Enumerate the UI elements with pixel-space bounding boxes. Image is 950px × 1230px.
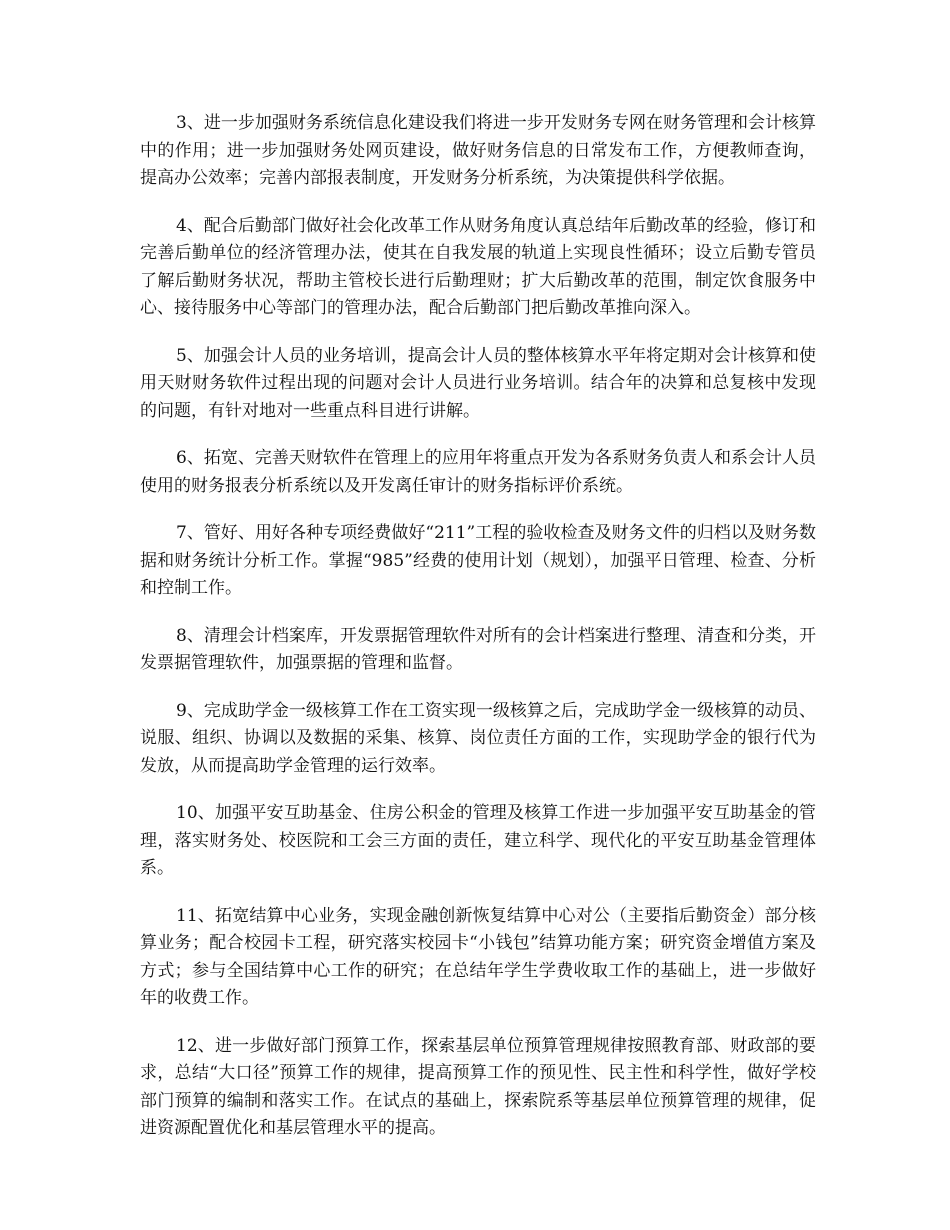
paragraph-item-9: 9、完成助学金一级核算工作在工资实现一级核算之后，完成助学金一级核算的动员、说服、组织、协调以及数据的采集、核算、岗位责任方面的工作，实现助学金的银行代为发放，从而提高助学金管理的运行效率。 xyxy=(140,700,816,776)
paragraph-item-4: 4、配合后勤部门做好社会化改革工作从财务角度认真总结年后勤改革的经验，修订和完善后勤单位的经济管理办法，使其在自我发展的轨道上实现良性循环；设立后勤专管员了解后勤财务状况，帮助主管校长进行后勤理财；扩大后勤改革的范围，制定饮食服务中心、接待服务中心等部门的管理办法，配合后勤部门把后勤改革推向深入。 xyxy=(140,215,816,318)
paragraph-item-6: 6、拓宽、完善天财软件在管理上的应用年将重点开发为各系财务负责人和系会计人员使用的财务报表分析系统以及开发离任审计的财务指标评价系统。 xyxy=(140,448,816,496)
document-body xyxy=(140,110,816,1163)
paragraph-item-8: 8、清理会计档案库，开发票据管理软件对所有的会计档案进行整理、清查和分类，开发票据管理软件，加强票据的管理和监督。 xyxy=(140,625,816,673)
paragraph-item-5: 5、加强会计人员的业务培训，提高会计人员的整体核算水平年将定期对会计核算和使用天财财务软件过程出现的问题对会计人员进行业务培训。结合年的决算和总复核中发现的问题，有针对地对一些重点科目进行讲解。 xyxy=(140,345,816,421)
paragraph-item-7: 7、管好、用好各种专项经费做好“211”工程的验收检查及财务文件的归档以及财务数据和财务统计分析工作。掌握“985”经费的使用计划（规划），加强平日管理、检查、分析和控制工作。 xyxy=(140,523,816,598)
paragraph-item-11: 11、拓宽结算中心业务，实现金融创新恢复结算中心对公（主要指后勤资金）部分核算业务；配合校园卡工程，研究落实校园卡“小钱包”结算功能方案；研究资金增值方案及方式；参与全国结算中心工作的研究；在总结年学生学费收取工作的基础上，进一步做好年的收费工作。 xyxy=(140,905,816,1008)
paragraph-item-12: 12、进一步做好部门预算工作，探索基层单位预算管理规律按照教育部、财政部的要求，总结“大口径”预算工作的规律，提高预算工作的预见性、民主性和科学性，做好学校部门预算的编制和落实工作。在试点的基础上，探索院系等基层单位预算管理的规律，促进资源配置优化和基层管理水平的提高。 xyxy=(140,1035,816,1138)
paragraph-item-10: 10、加强平安互助基金、住房公积金的管理及核算工作进一步加强平安互助基金的管理，落实财务处、校医院和工会三方面的责任，建立科学、现代化的平安互助基金管理体系。 xyxy=(140,803,816,878)
paragraph-item-3: 3、进一步加强财务系统信息化建设我们将进一步开发财务专网在财务管理和会计核算中的作用；进一步加强财务处网页建设，做好财务信息的日常发布工作，方便教师查询，提高办公效率；完善内部报表制度，开发财务分析系统，为决策提供科学依据。 xyxy=(140,113,816,188)
